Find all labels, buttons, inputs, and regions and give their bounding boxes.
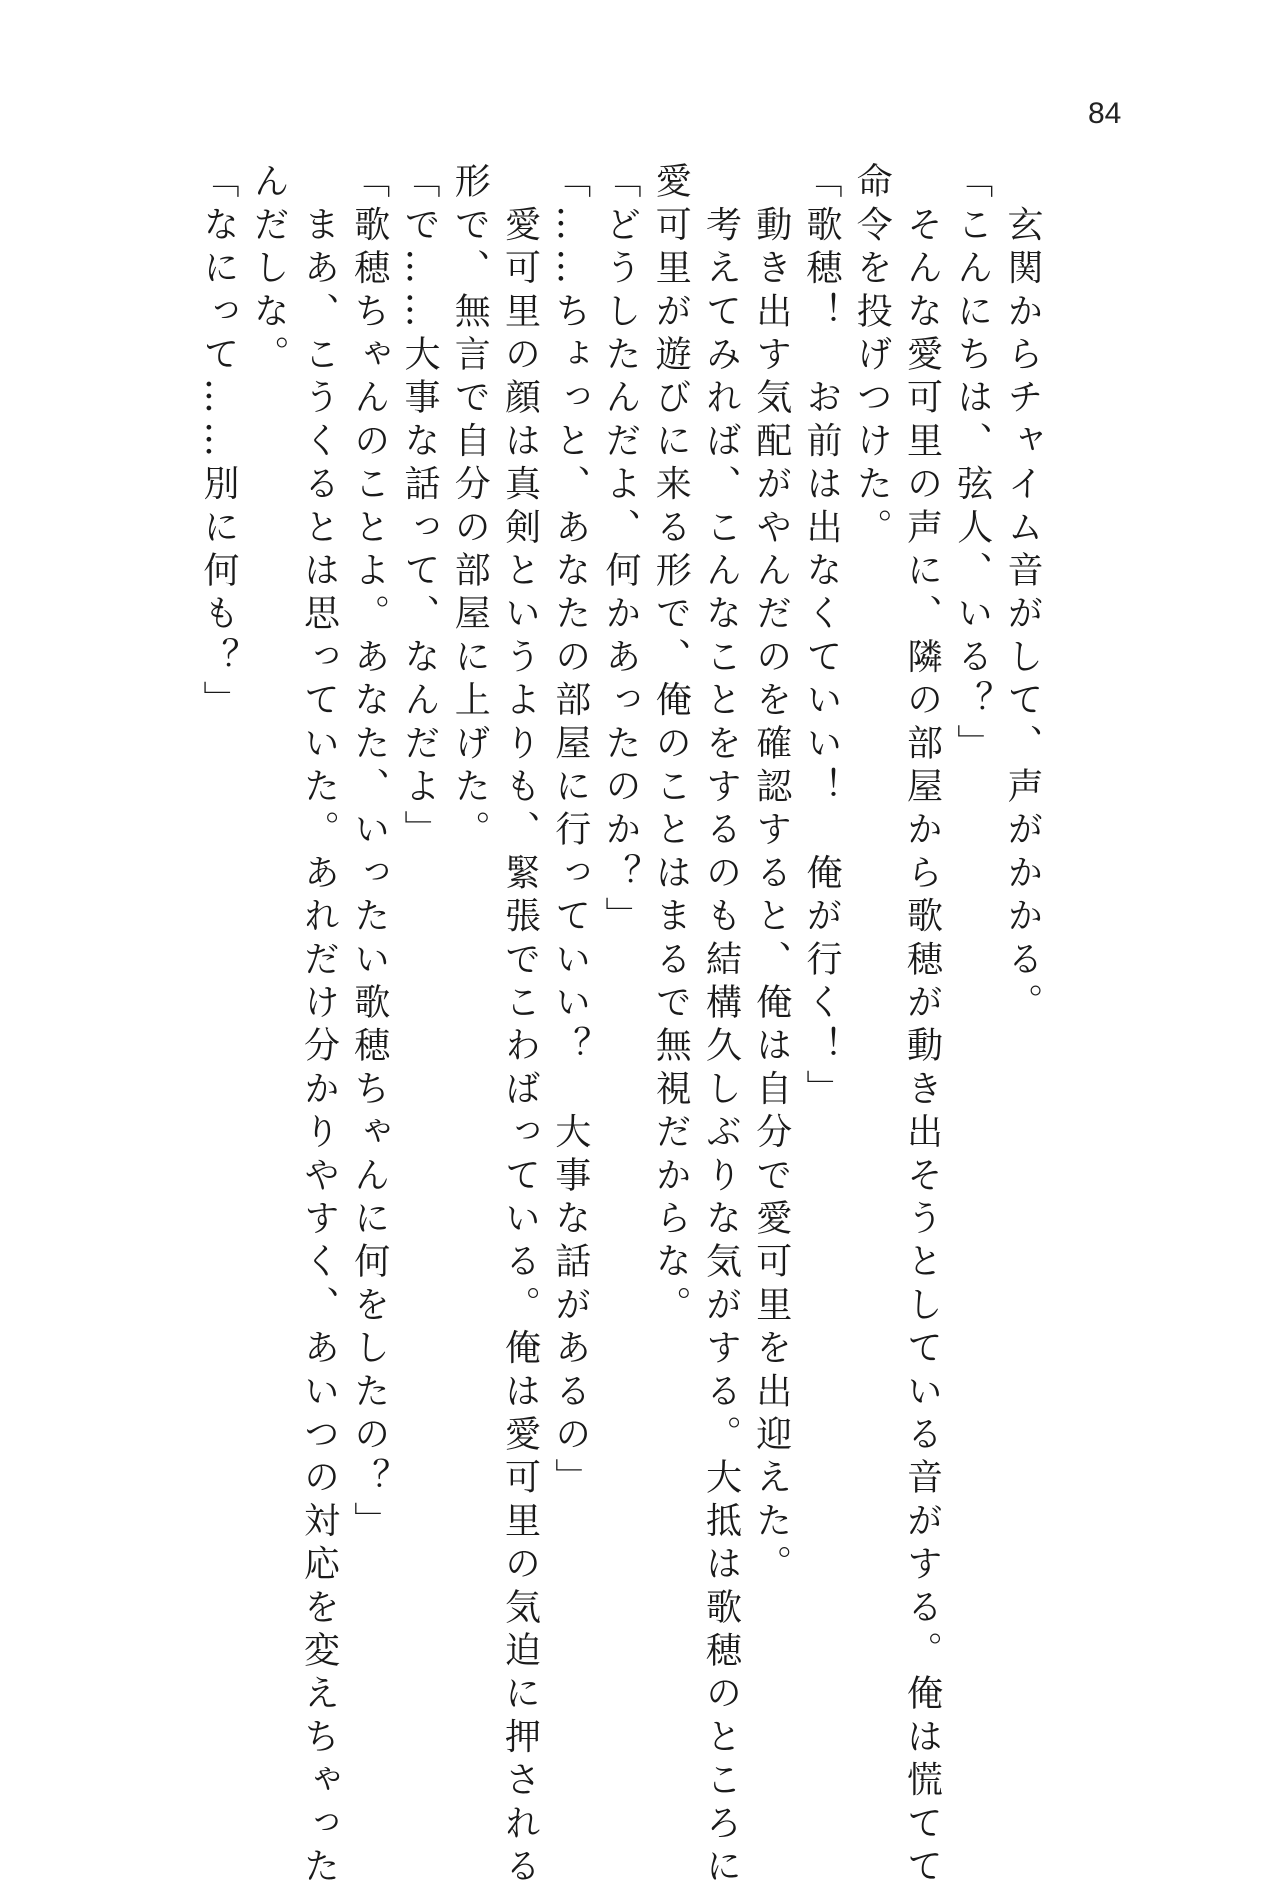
text-line: 「……ちょっと、あなたの部屋に行っていい？ 大事な話があるの」 bbox=[549, 162, 591, 1502]
text-line: まあ、こうくるとは思っていた。あれだけ分かりやすく、あいつの対応を変えちゃった bbox=[298, 162, 340, 1890]
text-line: 「どうしたんだよ、何かあったのか？」 bbox=[600, 162, 641, 940]
text-line: 玄関からチャイム音がして、声がかかる。 bbox=[1002, 162, 1043, 1026]
text-line: 「で……大事な話って、なんだよ」 bbox=[399, 162, 440, 854]
text-line: 「歌穂！ お前は出なくていい！ 俺が行く！」 bbox=[801, 162, 842, 1113]
text-line: 「歌穂ちゃんのことよ。あなた、いったい歌穂ちゃんに何をしたの？」 bbox=[348, 162, 390, 1545]
text-line: 命令を投げつけた。 bbox=[851, 162, 893, 551]
text-line: 愛可里が遊びに来る形で、俺のことはまるで無視だからな。 bbox=[650, 162, 692, 1329]
text-line: 動き出す気配がやんだのを確認すると、俺は自分で愛可里を出迎えた。 bbox=[750, 162, 792, 1588]
text-line: 形で、無言で自分の部屋に上げた。 bbox=[449, 162, 491, 854]
body-text bbox=[198, 162, 1043, 1890]
text-line: 「なにって……別に何も？」 bbox=[198, 162, 239, 724]
page-number: 84 bbox=[1088, 97, 1122, 130]
text-line: 考えてみれば、こんなことをするのも結構久しぶりな気がする。大抵は歌穂のところに bbox=[700, 162, 742, 1890]
text-line: そんな愛可里の声に、隣の部屋から歌穂が動き出そうとしている音がする。俺は慌てて bbox=[901, 162, 943, 1890]
text-line: 愛可里の顔は真剣というよりも、緊張でこわばっている。俺は愛可里の気迫に押される bbox=[499, 162, 541, 1890]
text-line: 「こんにちは、弦人、いる？」 bbox=[951, 162, 993, 767]
text-line: んだしな。 bbox=[248, 162, 290, 378]
